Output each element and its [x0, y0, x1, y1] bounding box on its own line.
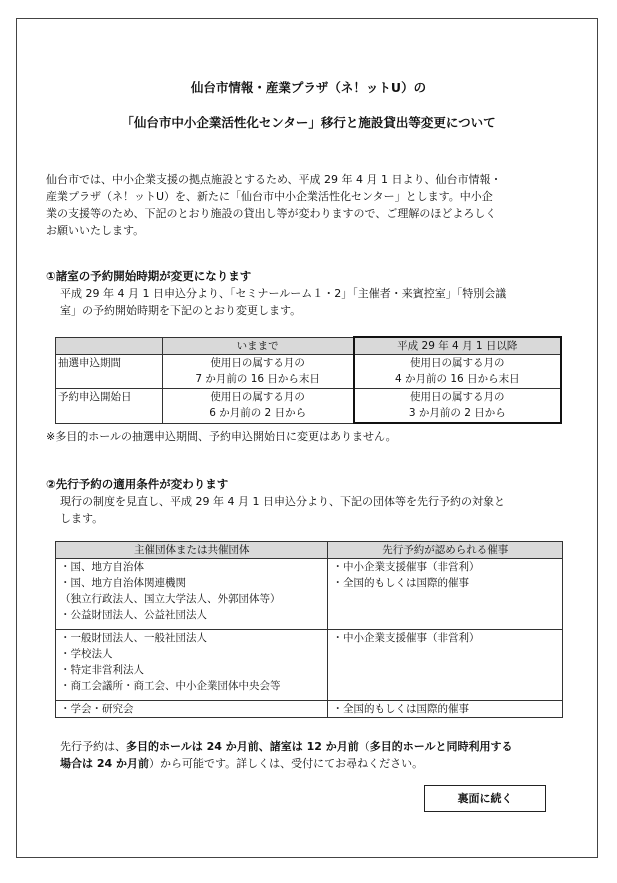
reservation-period-table	[55, 336, 562, 424]
cell-line: ・公益財団法人、公益社団法人	[60, 609, 207, 621]
table-header-corner	[56, 337, 163, 355]
table-header-row	[56, 337, 562, 355]
cell-reservation-before	[162, 389, 353, 424]
row-label-lottery: 抽選申込期間	[56, 355, 163, 389]
cell-line: 使用日の属する月の	[410, 357, 505, 369]
cell-line: ・商工会議所・商工会、中小企業団体中央会等	[60, 680, 281, 692]
section1-note: ※多目的ホールの抽選申込期間、予約申込開始日に変更はありません。	[46, 430, 397, 443]
closing-text: ）から可能です。詳しくは、受付にてお尋ねください。	[148, 757, 424, 770]
cell-line: 4 か月前の 16 日から末日	[395, 373, 520, 385]
section1-heading: ①諸室の予約開始時期が変更になります	[46, 269, 252, 283]
closing-bold: 多目的ホールと同時利用する	[369, 740, 513, 753]
cell-lottery-before	[162, 355, 353, 389]
section1-body	[60, 285, 506, 319]
continue-on-back-button[interactable]: 裏面に続く	[424, 785, 546, 812]
cell-line: ・国、地方自治体関連機関	[60, 577, 186, 589]
cell-line: 使用日の属する月の	[210, 391, 305, 403]
section2-body-line: します。	[60, 512, 104, 525]
cell-reservation-after	[354, 389, 561, 424]
cell-line: ・中小企業支援催事（非営利）	[332, 561, 480, 573]
cell-line: ・一般財団法人、一般社団法人	[60, 632, 207, 644]
table-row	[56, 701, 563, 718]
table-header-event: 先行予約が認められる催事	[328, 542, 563, 559]
cell-organizers-academic	[56, 701, 328, 718]
table-row	[56, 389, 562, 424]
cell-line: 3 か月前の 2 日から	[408, 407, 506, 419]
cell-line: （独立行政法人、国立大学法人、外郭団体等）	[60, 593, 281, 605]
cell-events-general	[328, 630, 563, 701]
table-row	[56, 355, 562, 389]
cell-line: ・学会・研究会	[60, 703, 134, 715]
cell-events-academic	[328, 701, 563, 718]
title-line-2: 「仙台市中小企業活性化センター」移行と施設貸出等変更について	[121, 115, 496, 130]
advance-reservation-table	[55, 541, 563, 718]
cell-line: ・国、地方自治体	[60, 561, 144, 573]
cell-line: ・学校法人	[60, 648, 113, 660]
intro-line: お願いいたします。	[46, 224, 145, 237]
section2-body-line: 現行の制度を見直し、平成 29 年 4 月 1 日申込分より、下記の団体等を先行予約の対象と	[60, 495, 505, 508]
closing-paragraph	[60, 738, 513, 772]
closing-text: （	[358, 740, 370, 753]
section1-body-line: 平成 29 年 4 月 1 日申込分より、「セミナールーム１・2」「主催者・来賓控室」「特別会議	[60, 287, 507, 300]
closing-line-1	[60, 738, 513, 755]
intro-line: 産業プラザ（ネ！ットU）を、新たに「仙台市中小企業活性化センター」とします。中小企	[46, 190, 493, 203]
intro-paragraph	[46, 171, 502, 239]
section2-body	[60, 493, 505, 527]
cell-line: ・全国的もしくは国際的催事	[332, 703, 469, 715]
intro-line: 仙台市では、中小企業支援の拠点施設とするため、平成 29 年 4 月 1 日より、仙台市情報・	[46, 173, 502, 186]
cell-line: 使用日の属する月の	[410, 391, 505, 403]
cell-line: 6 か月前の 2 日から	[209, 407, 307, 419]
section1-body-line: 室」の予約開始時期を下記のとおり変更します。	[60, 304, 302, 317]
table-header-before: いままで	[162, 337, 353, 355]
table-row	[56, 630, 563, 701]
cell-organizers-general	[56, 630, 328, 701]
closing-text: 先行予約は、	[60, 740, 126, 753]
closing-line-2	[60, 755, 513, 772]
table-row	[56, 559, 563, 630]
cell-line: ・特定非営利法人	[60, 664, 144, 676]
cell-organizers-public	[56, 559, 328, 630]
table-header-organizer: 主催団体または共催団体	[56, 542, 328, 559]
cell-lottery-after	[354, 355, 561, 389]
row-label-reservation-start: 予約申込開始日	[56, 389, 163, 424]
cell-line: ・中小企業支援催事（非営利）	[332, 632, 480, 644]
cell-line: ・全国的もしくは国際的催事	[332, 577, 469, 589]
table-header-after: 平成 29 年 4 月 1 日以降	[354, 337, 561, 355]
cell-line: 7 か月前の 16 日から末日	[195, 373, 320, 385]
cell-line: 使用日の属する月の	[210, 357, 305, 369]
closing-bold: 場合は 24 か月前	[60, 757, 149, 770]
table-header-row	[56, 542, 563, 559]
intro-line: 業の支援等のため、下記のとおり施設の貸出し等が変わりますので、ご理解のほどよろしく	[46, 207, 497, 220]
title-line-1: 仙台市情報・産業プラザ（ネ！ットU）の	[190, 80, 427, 95]
cell-events-public	[328, 559, 563, 630]
closing-bold: 多目的ホールは 24 か月前、諸室は 12 か月前	[126, 740, 359, 753]
section2-heading: ②先行予約の適用条件が変わります	[46, 477, 229, 491]
